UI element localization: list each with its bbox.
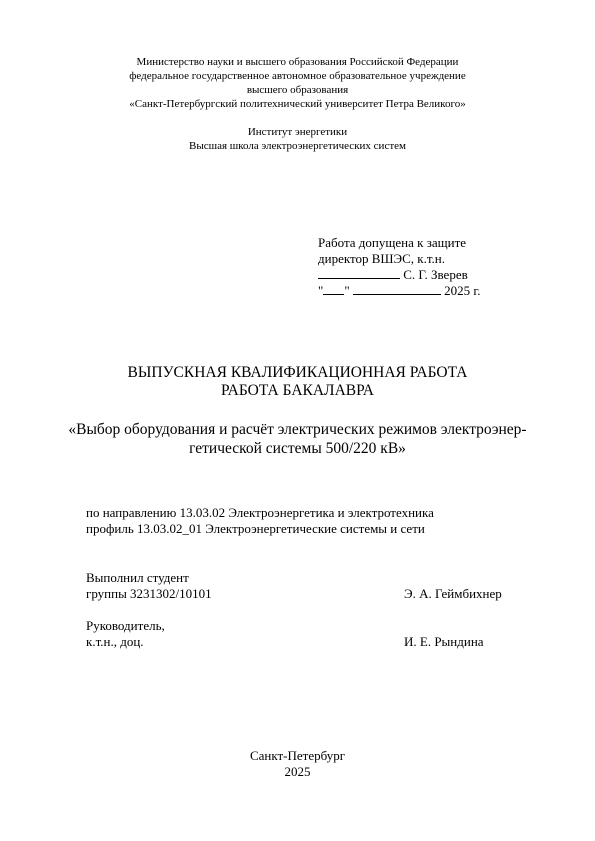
day-blank [323, 283, 344, 295]
date-line [318, 283, 481, 298]
approval-year: 2025 г. [444, 283, 481, 298]
student-name: Э. А. Геймбихнер [404, 586, 502, 601]
institution-type-line: федеральное государственное автономное образовательное учреждение [129, 70, 466, 82]
supervisor-degree: к.т.н., доц. [86, 634, 144, 649]
direction-line: по направлению 13.03.02 Электроэнергетика и электротехника [86, 505, 434, 520]
signer-name: С. Г. Зверев [403, 267, 468, 282]
director-line: директор ВШЭС, к.т.н. [318, 251, 446, 266]
city: Санкт-Петербург [249, 748, 346, 763]
student-label: Выполнил студент [86, 570, 189, 585]
student-group: группы 3231302/10101 [86, 586, 212, 601]
ministry-line: Министерство науки и высшего образования Российской Федерации [136, 56, 459, 68]
supervisor-name: И. Е. Рындина [404, 634, 484, 649]
topic-line-2: гетической системы 500/220 кВ» [189, 440, 406, 457]
education-level-line: высшего образования [246, 84, 349, 96]
date-quote-open: " [318, 283, 324, 298]
approval-line: Работа допущена к защите [318, 235, 467, 250]
institute-name: Институт энергетики [247, 126, 348, 138]
month-blank [353, 283, 441, 295]
school-name: Высшая школа электроэнергетических систем [189, 140, 406, 152]
university-name: «Санкт-Петербургский политехнический университет Петра Великого» [129, 98, 466, 110]
profile-line: профиль 13.03.02_01 Электроэнергетические системы и сети [86, 521, 425, 536]
date-quote-close: " [344, 283, 350, 298]
footer-year: 2025 [284, 764, 311, 779]
work-type-title: ВЫПУСКНАЯ КВАЛИФИКАЦИОННАЯ РАБОТА [127, 364, 468, 381]
topic-line-1: «Выбор оборудования и расчёт электрических режимов электроэнер- [68, 421, 527, 438]
signature-line [318, 267, 468, 282]
work-degree-title: РАБОТА БАКАЛАВРА [221, 382, 374, 399]
signature-blank [318, 267, 400, 279]
supervisor-label: Руководитель, [86, 618, 165, 633]
